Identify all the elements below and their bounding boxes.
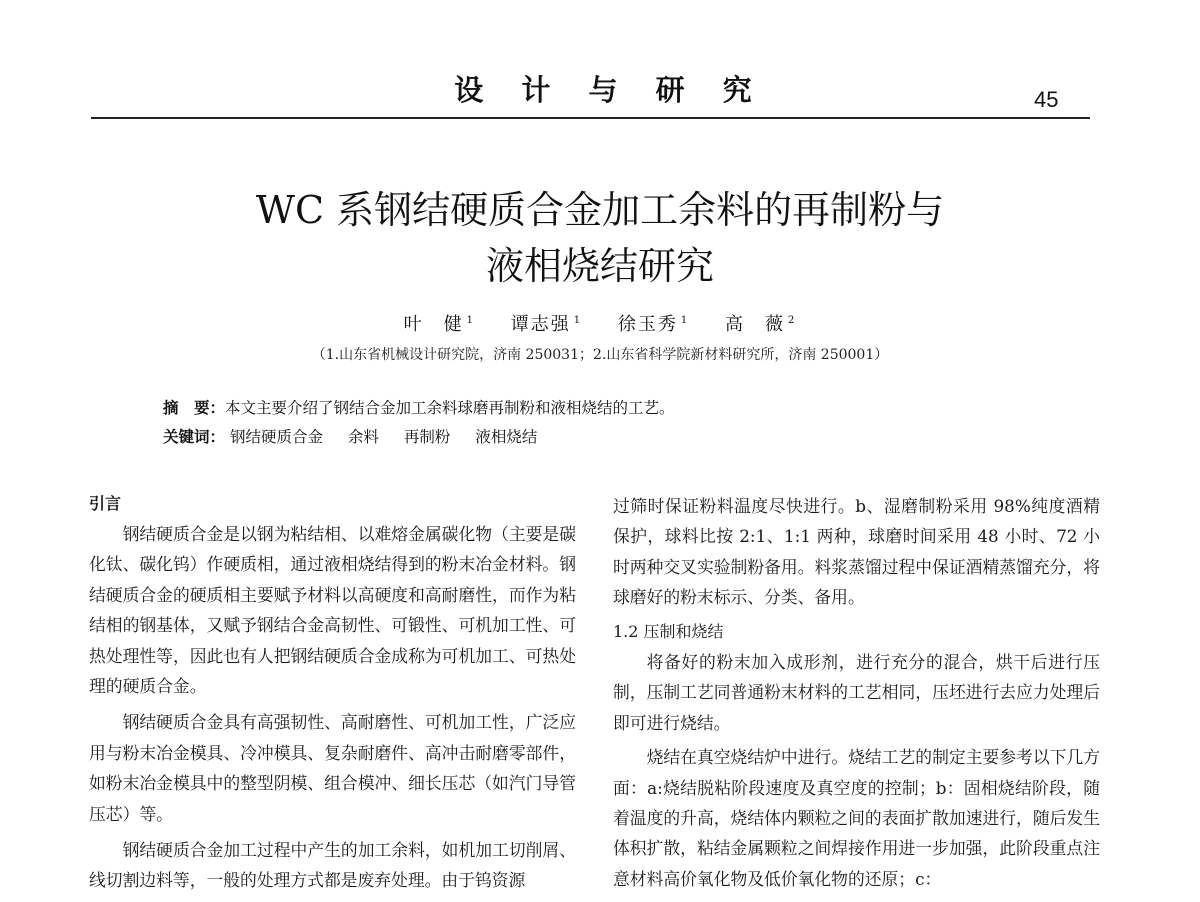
body-paragraph: 将备好的粉末加入成形剂，进行充分的混合，烘干后进行压制，压制工艺同普通粉末材料的工艺相同，压坯进行去应力处理后即可进行烧结。 xyxy=(613,652,1100,733)
body-paragraph: 钢结硬质合金加工过程中产生的加工余料，如机加工切削屑、线切割边料等，一般的处理方式都是废弃处理。由于钨资源 xyxy=(89,840,576,891)
keyword: 液相烧结 xyxy=(475,428,538,446)
author: 徐玉秀 $^1$ xyxy=(617,314,690,335)
running-header-title: 设 计 与 研 究 xyxy=(454,73,766,107)
paper-title xyxy=(0,182,1200,294)
keyword: 再制粉 xyxy=(403,428,451,446)
paper-title-line-1: WC 系钢结硬质合金加工余料的再制粉与 xyxy=(255,188,945,232)
author: 叶 健 $^1$ xyxy=(403,314,476,335)
paper-title-line-2: 液相烧结研究 xyxy=(485,244,714,288)
abstract-label: 摘 要： xyxy=(163,399,226,417)
page-number: 45 xyxy=(1034,87,1059,112)
left-column xyxy=(89,491,576,902)
keyword: 余料 xyxy=(347,428,379,446)
body-paragraph: 钢结硬质合金具有高强韧性、高耐磨性、可机加工性，广泛应用与粉末冶金模具、冷冲模具、复杂耐磨件、高冲击耐磨零部件，如粉末冶金模具中的整型阴模、组合模冲、细长压芯（如汽门导管压芯）等。 xyxy=(89,712,576,824)
body-paragraph-continued: 过筛时保证粉料温度尽快进行。b、湿磨制粉采用 98%纯度酒精保护，球料比按 2:1、1:1 两种，球磨时间采用 48 小时、72 小时两种交叉实验制粉备用。料浆蒸馏过程中保证酒精蒸馏充分，将球磨好的粉末标示、分类、备用。 xyxy=(613,496,1100,608)
subsection-heading: 1.2 压制和烧结 xyxy=(613,621,724,641)
author: 高 薇 $^2$ xyxy=(724,314,797,335)
body-paragraph: 钢结硬质合金是以钢为粘结相、以难熔金属碳化物（主要是碳化钛、碳化钨）作硬质相，通过液相烧结得到的粉末冶金材料。钢结硬质合金的硬质相主要赋予材料以高硬度和高耐磨性，而作为粘结相的钢基体，又赋予钢结合金高韧性、可锻性、可机加工性、可热处理性等，因此也有人把钢结硬质合金成称为可机加工、可热处理的硬质合金。 xyxy=(89,524,576,697)
keywords-label: 关键词： xyxy=(163,428,226,446)
keyword: 钢结硬质合金 xyxy=(229,428,323,446)
section-heading-introduction: 引言 xyxy=(89,494,122,513)
affiliation: （1.山东省机械设计研究院，济南 250031；2.山东省科学院新材料研究所，济南 250001） xyxy=(311,347,889,363)
body-paragraph: 烧结在真空烧结炉中进行。烧结工艺的制定主要参考以下几方面：a:烧结脱粘阶段速度及真空度的控制；b：固相烧结阶段，随着温度的升高，烧结体内颗粒之间的表面扩散加速进行，随后发生体积扩散，粘结金属颗粒之间焊接作用进一步加强，此阶段重点注意材料高价氧化物及低价氧化物的还原；c： xyxy=(613,747,1100,889)
author: 谭志强 $^1$ xyxy=(510,314,583,335)
author-list xyxy=(0,310,1200,336)
abstract xyxy=(163,396,675,418)
keywords xyxy=(163,425,557,447)
abstract-text: 本文主要介绍了钢结合金加工余料球磨再制粉和液相烧结的工艺。 xyxy=(225,399,675,417)
header-rule xyxy=(91,117,1090,119)
right-column xyxy=(613,491,1100,898)
